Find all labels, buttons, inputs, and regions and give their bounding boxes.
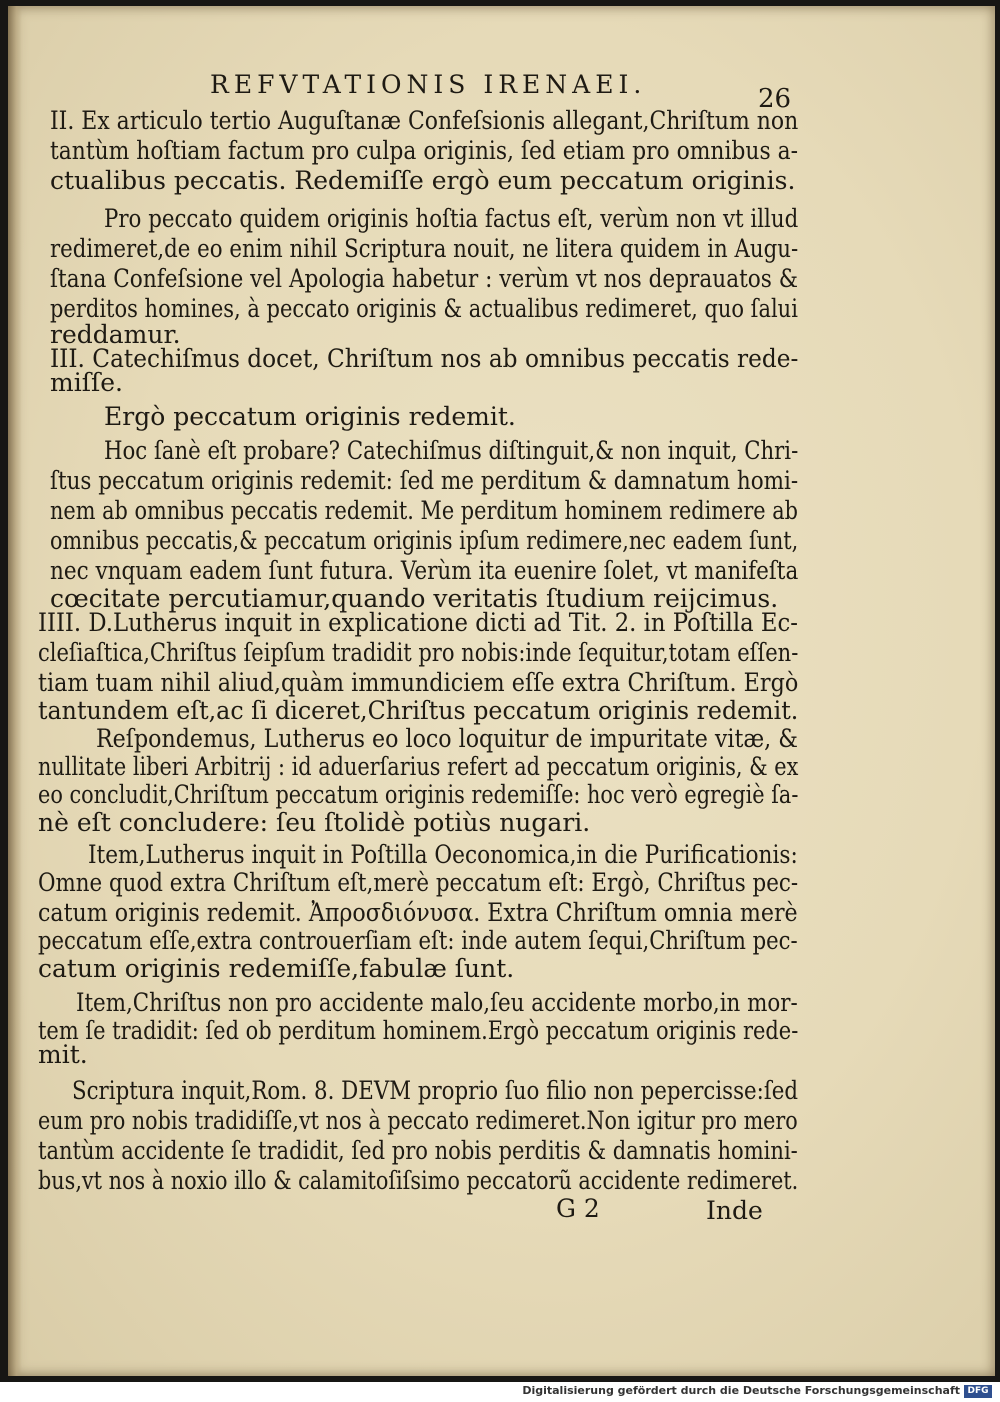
text-line: eo concludit,Chriſtum peccatum originis redemiſſe: hoc verò egregiè ſa- — [38, 780, 799, 809]
text-line: catum originis redemiſſe,fabulæ ſunt. — [38, 954, 515, 983]
text-line: Item,Chriſtus non pro accidente malo,ſeu accidente morbo,in mor- — [76, 988, 798, 1017]
dfg-logo[interactable]: DFG — [964, 1385, 992, 1398]
text-line: eum pro nobis tradidiſſe,vt nos à peccato redimeret.Non igitur pro mero — [38, 1106, 798, 1135]
text-line: tantundem eſt,ac ſi diceret,Chriſtus peccatum originis redemit. — [38, 696, 799, 725]
text-line: redimeret,de eo enim nihil Scriptura nouit, ne litera quidem in Augu- — [50, 234, 799, 263]
text-line: III. Catechiſmus docet, Chriſtum nos ab omnibus peccatis rede- — [50, 344, 799, 373]
text-line: tiam tuam nihil aliud,quàm immundiciem eſſe extra Chriſtum. Ergò — [38, 668, 799, 697]
text-line: tem ſe tradidit: ſed ob perditum hominem.Ergò peccatum originis rede- — [38, 1016, 799, 1045]
text-line: tantùm hoſtiam factum pro culpa originis, ſed etiam pro omnibus a- — [50, 136, 798, 165]
text-line: miſſe. — [50, 368, 123, 397]
text-line: nec vnquam eadem ſunt futura. Verùm ita euenire ſolet, vt manifeſta — [50, 556, 799, 585]
page-binding-shadow — [8, 6, 22, 1376]
funding-credit: Digitalisierung gefördert durch die Deutsche Forschungsgemeinschaft — [522, 1384, 960, 1397]
catchword: Inde — [706, 1196, 763, 1225]
page-number: 26 — [758, 84, 792, 114]
text-line: cleſiaſtica,Chriſtus ſeipſum tradidit pro nobis:inde ſequitur,totam eſſen- — [38, 638, 799, 667]
text-line: Ergò peccatum originis redemit. — [104, 402, 516, 431]
book-page — [8, 6, 995, 1376]
text-line: ſtana Confeſsione vel Apologia habetur : verùm vt nos deprauatos & — [50, 264, 799, 293]
text-line: reddamur. — [50, 320, 181, 349]
text-line: IIII. D.Lutherus inquit in explicatione dicti ad Tit. 2. in Poſtilla Ec- — [38, 608, 798, 637]
text-line: nem ab omnibus peccatis redemit. Me perditum hominem redimere ab — [50, 496, 798, 525]
text-line: ſtus peccatum originis redemit: ſed me perditum & damnatum homi- — [50, 466, 799, 495]
text-line: cœcitate percutiamur,quando veritatis ſtudium reijcimus. — [50, 584, 779, 613]
digitization-footer — [0, 1382, 1000, 1402]
text-line: mit. — [38, 1040, 88, 1069]
text-line: Pro peccato quidem originis hoſtia factus eſt, verùm non vt illud — [104, 204, 799, 233]
text-line: bus,vt nos à noxio illo & calamitoſiſsimo peccatorũ accidente redimeret. — [38, 1166, 799, 1195]
running-head: REFVTATIONIS IRENAEI. — [210, 70, 647, 99]
text-line: catum originis redemit. Ἀπροσδιόνυσα. Extra Chriſtum omnia merè — [38, 898, 798, 927]
text-line: Item,Lutherus inquit in Poſtilla Oeconomica,in die Purificationis: — [88, 840, 798, 869]
text-line: peccatum eſſe,extra controuerſiam eſt: inde autem ſequi,Chriſtum pec- — [38, 926, 798, 955]
text-line: Reſpondemus, Lutherus eo loco loquitur de impuritate vitæ, & — [96, 724, 798, 753]
text-line: tantùm accidente ſe tradidit, ſed pro nobis perditis & damnatis homini- — [38, 1136, 798, 1165]
text-line: II. Ex articulo tertio Auguſtanæ Confeſsionis allegant,Chriſtum non — [50, 106, 799, 135]
text-line: Hoc ſanè eſt probare? Catechiſmus diſtinguit,& non inquit, Chri- — [104, 436, 799, 465]
text-line: perditos homines, à peccato originis & actualibus redimeret, quo ſalui — [50, 294, 798, 323]
text-line: nullitate liberi Arbitrij : id aduerſarius refert ad peccatum originis, & ex — [38, 752, 799, 781]
text-line: Scriptura inquit,Rom. 8. DEVM proprio ſuo filio non pepercisse:ſed — [72, 1076, 799, 1105]
signature-mark: G 2 — [556, 1194, 600, 1223]
text-line: ctualibus peccatis. Redemiſſe ergò eum peccatum originis. — [50, 166, 796, 195]
text-line: nè eſt concludere: ſeu ſtolidè potiùs nugari. — [38, 808, 591, 837]
text-line: omnibus peccatis,& peccatum originis ipſum redimere,nec eadem ſunt, — [50, 526, 799, 555]
text-line: Omne quod extra Chriſtum eſt,merè peccatum eſt: Ergò, Chriſtus pec- — [38, 868, 799, 897]
